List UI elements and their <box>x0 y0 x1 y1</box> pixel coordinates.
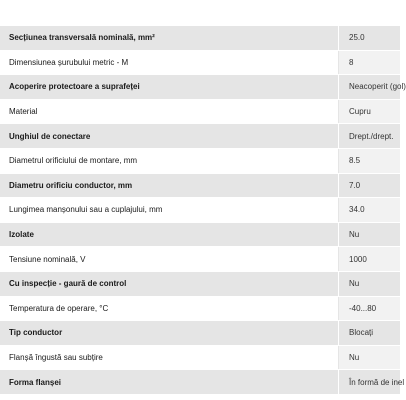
spec-name: Diametrul orificiului de montare, mm <box>0 148 339 173</box>
spec-row <box>0 321 400 346</box>
spec-value: -40...80 <box>339 296 401 321</box>
spec-value: În formă de inel <box>339 370 401 395</box>
spec-name: Flanșă îngustă sau subțire <box>0 345 339 370</box>
spec-value: Neacoperit (gol) <box>339 75 401 100</box>
spec-row <box>0 173 400 198</box>
spec-value: Nu <box>339 271 401 296</box>
spec-row <box>0 345 400 370</box>
spec-value: 8 <box>339 50 401 75</box>
spec-row <box>0 222 400 247</box>
spec-row <box>0 75 400 100</box>
spec-name: Cu inspecție - gaură de control <box>0 271 339 296</box>
spec-row <box>0 271 400 296</box>
spec-value: 25.0 <box>339 26 401 50</box>
spec-row <box>0 124 400 149</box>
spec-name: Unghiul de conectare <box>0 124 339 149</box>
spec-name: Tip conductor <box>0 321 339 346</box>
spec-row <box>0 198 400 223</box>
spec-name: Dimensiunea șurubului metric - M <box>0 50 339 75</box>
spec-row <box>0 247 400 272</box>
spec-value: 34.0 <box>339 198 401 223</box>
spec-value: 8.5 <box>339 148 401 173</box>
spec-value: Blocați <box>339 321 401 346</box>
spec-name: Acoperire protectoare a suprafeței <box>0 75 339 100</box>
spec-row <box>0 50 400 75</box>
spec-value: 1000 <box>339 247 401 272</box>
spec-name: Tensiune nominală, V <box>0 247 339 272</box>
spec-value: Cupru <box>339 99 401 124</box>
spec-name: Diametru orificiu conductor, mm <box>0 173 339 198</box>
spec-row <box>0 296 400 321</box>
spec-row <box>0 370 400 395</box>
specifications-table <box>0 26 406 395</box>
spec-value: Nu <box>339 222 401 247</box>
spec-name: Secțiunea transversală nominală, mm² <box>0 26 339 50</box>
spec-name: Forma flanșei <box>0 370 339 395</box>
spec-row <box>0 99 400 124</box>
spec-value: Drept./drept. <box>339 124 401 149</box>
spec-value: 7.0 <box>339 173 401 198</box>
spec-name: Temperatura de operare, °C <box>0 296 339 321</box>
spec-row <box>0 26 400 50</box>
spec-name: Lungimea manșonului sau a cuplajului, mm <box>0 198 339 223</box>
spec-name: Material <box>0 99 339 124</box>
spec-value: Nu <box>339 345 401 370</box>
spec-name: Izolate <box>0 222 339 247</box>
spec-row <box>0 148 400 173</box>
